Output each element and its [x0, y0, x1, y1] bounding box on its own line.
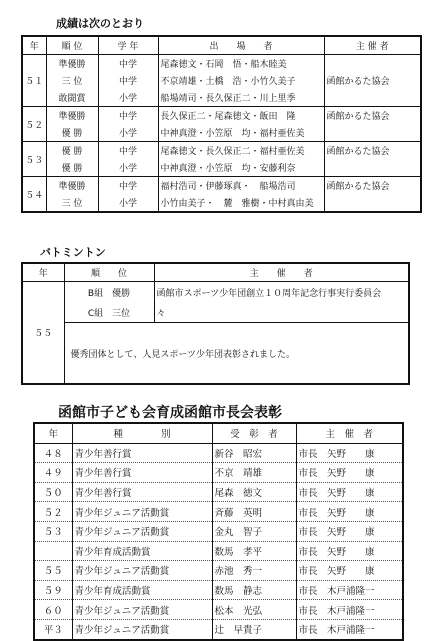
host-cell: 函館市スポーツ少年団創立１０周年記念行事実行委員会 [156, 288, 382, 299]
players-cell: 中神真澄・小笠原 均・安藤利奈 [158, 159, 324, 177]
table-row [34, 561, 403, 581]
year-cell: ５５ [34, 561, 72, 581]
players-cell: 長久保正二・尾森徳文・飯田 隆 [158, 107, 324, 125]
header-host: 主 催 者 [296, 423, 403, 443]
players-cell: 小竹由美子・ 麓 雅樹・中村真由美 [158, 194, 324, 212]
recipient-cell: 数馬 静志 [212, 580, 296, 600]
year-cell: ５２ [34, 502, 72, 522]
note-row [22, 323, 409, 385]
grade-cell: 小学 [98, 194, 158, 212]
host-cell: 市長 矢野 康 [296, 502, 403, 522]
table-row [34, 600, 403, 620]
recipient-cell: 斉藤 英明 [212, 502, 296, 522]
host-cell: 函館かるた協会 [324, 142, 421, 160]
table-row [34, 521, 403, 541]
grade-cell: 小学 [98, 159, 158, 177]
rank-cell: 優 勝 [46, 142, 98, 160]
players-cell: 尾森徳文・石岡 悟・船木睦美 [158, 55, 324, 73]
host-cell: 市長 矢野 康 [296, 561, 403, 581]
grade-cell: 中学 [98, 55, 158, 73]
players-cell: 船場靖司・長久保正二・川上里季 [158, 89, 324, 107]
year-cell: ５２ [22, 107, 46, 142]
type-cell: 青少年育成活動賞 [72, 580, 212, 600]
rank-cell: 三 位 [46, 194, 98, 212]
host-cell: 函館かるた協会 [326, 77, 390, 87]
header-year: 年 [34, 423, 72, 443]
table-row [22, 302, 409, 323]
host-cell [324, 124, 421, 142]
header-recipient: 受 彰 者 [212, 423, 296, 443]
type-cell: 青少年善行賞 [72, 463, 212, 483]
table-header-row [22, 263, 409, 282]
header-grade: 学 年 [98, 36, 158, 55]
host-cell: 市長 矢野 康 [296, 521, 403, 541]
header-rank: 順 位 [46, 36, 98, 55]
year-cell: ５０ [34, 482, 72, 502]
table-header-row [22, 36, 421, 55]
host-cell: 市長 矢野 康 [296, 482, 403, 502]
year-cell: 平３ [34, 619, 72, 639]
host-cell: 函館かるた協会 [324, 107, 421, 125]
grade-cell: 小学 [98, 89, 158, 107]
recipient-cell: 松本 光弘 [212, 600, 296, 620]
host-cell [324, 159, 421, 177]
year-cell: ５３ [22, 142, 46, 177]
recipient-cell: 数馬 孝平 [212, 541, 296, 561]
grade-cell: 小学 [98, 124, 158, 142]
year-cell: ５５ [22, 282, 64, 385]
year-cell: ５９ [34, 580, 72, 600]
table-row [22, 142, 421, 160]
players-cell: 福村浩司・伊藤琢真・ 船場浩司 [158, 177, 324, 195]
header-host: 主 催 者 [324, 36, 421, 55]
host-cell [324, 194, 421, 212]
mayor-award-table [33, 422, 404, 641]
table-row [34, 443, 403, 463]
host-cell: 市長 木戸浦隆一 [296, 619, 403, 639]
grade-cell: 中学 [98, 142, 158, 160]
host-cell [324, 89, 421, 107]
host-cell: 函館かるた協会 [324, 177, 421, 195]
type-cell: 青少年育成活動賞 [72, 541, 212, 561]
section3-title: 函館市子ども会育成函館市長会表彰 [58, 405, 282, 421]
header-year: 年 [22, 263, 64, 282]
grade-cell: 中学 [98, 177, 158, 195]
type-cell: 青少年ジュニア活動賞 [72, 521, 212, 541]
grade-cell: 中学 [98, 107, 158, 125]
header-host: 主 催 者 [154, 263, 409, 282]
header-rank: 順 位 [64, 263, 154, 282]
host-cell: 市長 木戸浦隆一 [296, 600, 403, 620]
players-cell: 尾森徳文・長久保正二・福村亜佐美 [158, 142, 324, 160]
table-row [34, 580, 403, 600]
year-cell: ４８ [34, 443, 72, 463]
year-cell: ６０ [34, 600, 72, 620]
header-type: 種 別 [72, 423, 212, 443]
grade-cell: 中学 [98, 72, 158, 89]
table-row [34, 619, 403, 639]
type-cell: 青少年善行賞 [72, 443, 212, 463]
players-cell: 中神真澄・小笠原 均・福村亜佐美 [158, 124, 324, 142]
section1-title: 成績は次のとおり [56, 17, 144, 30]
table-row [22, 124, 421, 142]
table-row [22, 89, 421, 107]
recipient-cell: 不京 靖雄 [212, 463, 296, 483]
rank-cell: C組 三位 [64, 302, 154, 323]
type-cell: 青少年ジュニア活動賞 [72, 502, 212, 522]
host-cell [324, 55, 421, 73]
host-cell: 市長 矢野 康 [298, 448, 375, 460]
host-cell: 市長 矢野 康 [296, 541, 403, 561]
table-row [22, 55, 421, 73]
table-row [34, 463, 403, 483]
rank-cell: 優 勝 [46, 124, 98, 142]
badminton-table [21, 262, 410, 385]
rank-cell: 準優勝 [46, 107, 98, 125]
section2-title: バトミントン [40, 246, 106, 259]
year-cell: ４９ [34, 463, 72, 483]
table-row [22, 194, 421, 212]
type-cell: 青少年ジュニア活動賞 [72, 600, 212, 620]
type-cell: 青少年ジュニア活動賞 [72, 561, 212, 581]
table-row [34, 482, 403, 502]
type-cell: 青少年ジュニア活動賞 [72, 619, 212, 639]
year-cell: ５３ [34, 521, 72, 541]
rank-cell: 敢闘賞 [46, 89, 98, 107]
rank-cell: 準優勝 [46, 177, 98, 195]
table-row [34, 541, 403, 561]
rank-cell: B組 優勝 [64, 282, 154, 303]
table-header-row [34, 423, 403, 443]
year-cell: ５４ [22, 177, 46, 213]
table-row [22, 72, 421, 89]
header-year: 年 [22, 36, 46, 55]
host-cell: 々 [156, 308, 166, 319]
year-cell [34, 541, 72, 561]
table-row [22, 159, 421, 177]
recipient-cell: 赤池 秀一 [212, 561, 296, 581]
header-players: 出 場 者 [158, 36, 324, 55]
year-cell: ５１ [22, 55, 46, 107]
note-text: 優秀団体として、人見スポーツ少年団表彰されました。 [64, 323, 409, 385]
table-row [22, 107, 421, 125]
recipient-cell: 金丸 智子 [212, 521, 296, 541]
table-row [34, 502, 403, 522]
rank-cell: 準優勝 [46, 55, 98, 73]
recipient-cell: 尾森 徳文 [212, 482, 296, 502]
table-row [22, 177, 421, 195]
rank-cell: 三 位 [46, 72, 98, 89]
table-row [22, 282, 409, 303]
recipient-cell: 新谷 昭宏 [212, 443, 296, 463]
type-cell: 青少年善行賞 [72, 482, 212, 502]
host-cell: 市長 矢野 康 [296, 463, 403, 483]
host-cell: 市長 木戸浦隆一 [296, 580, 403, 600]
karuta-results-table [21, 35, 422, 213]
rank-cell: 優 勝 [46, 159, 98, 177]
players-cell: 不京靖雄・土橋 浩・小竹久美子 [158, 72, 324, 89]
recipient-cell: 辻 早貴子 [212, 619, 296, 639]
